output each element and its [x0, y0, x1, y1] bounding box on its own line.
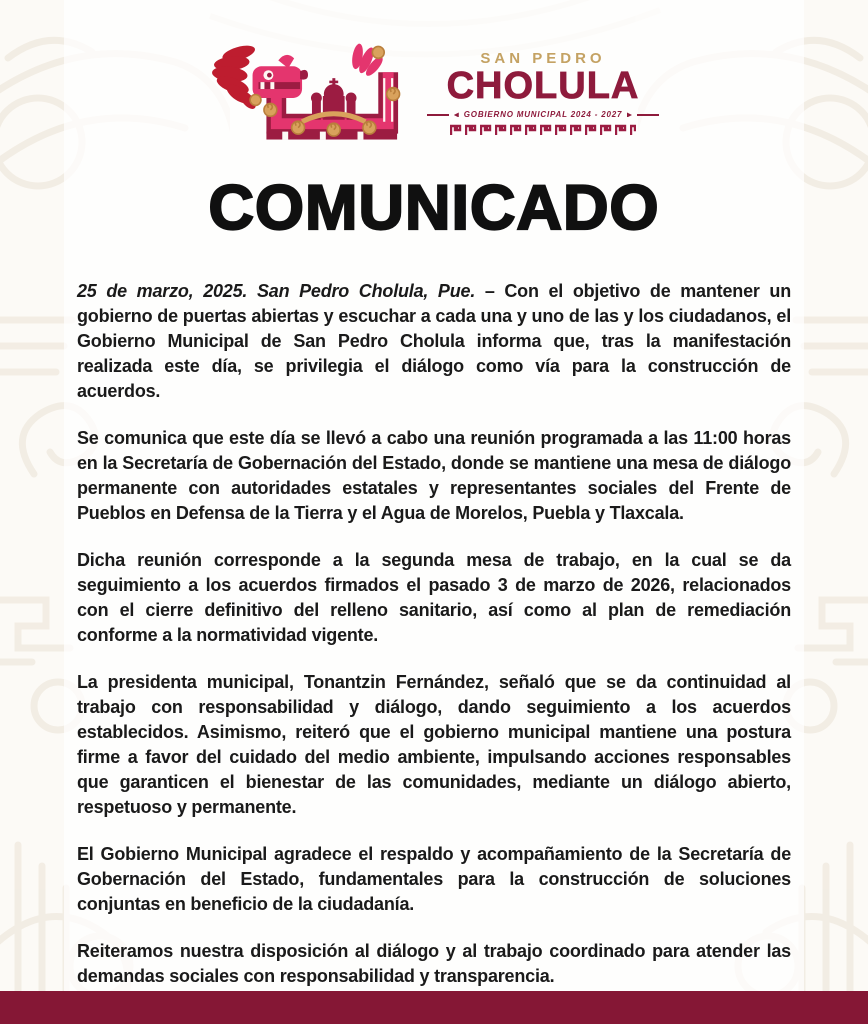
- dateline-text: 25 de marzo, 2025. San Pedro Cholula, Pue.: [77, 281, 476, 302]
- quetzalcoatl-emblem-icon: [209, 38, 407, 148]
- brand-top-text: SAN PEDRO: [480, 49, 606, 67]
- brand-subtitle-row: [427, 110, 659, 119]
- brand-main-text: CHOLULA: [446, 64, 640, 107]
- paragraph: La presidenta municipal, Tonantzin Fernández, señaló que se da continuidad al trabajo con responsabilidad y diálogo, dando seguimiento a los acuerdos establecidos. Asimismo, reiteró que el gobierno municipal mantiene una postura firme a favor del cuidado del medio ambiente, impulsando acciones responsables que garanticen el bienestar de las comunidades, mediante un diálogo abierto, respetuoso y permanente.: [77, 672, 791, 818]
- serpent-head: [252, 55, 307, 98]
- divider-line: [637, 114, 659, 116]
- paragraph: Se comunica que este día se llevó a cabo una reunión programada a las 11:00 horas en la Secretaría de Gobernación del Estado, donde se mantiene una mesa de diálogo permanente con autoridades estatales y representantes sociales del Frente de Pueblos en Defensa de la Tierra y el Agua de Morelos, Puebla y Tlaxcala.: [77, 428, 791, 524]
- divider-arrow-icon: [454, 112, 459, 117]
- church-icon: [302, 78, 365, 122]
- divider-line: [427, 114, 449, 116]
- municipal-logo: [0, 0, 868, 148]
- paragraph-dateline: [77, 279, 791, 404]
- paragraph: Reiteramos nuestra disposición al diálogo y al trabajo coordinado para atender las demandas sociales con responsabilidad y transparencia.: [77, 941, 791, 987]
- footer-maroon-bar: [0, 991, 868, 1024]
- page-title: COMUNICADO: [208, 173, 660, 243]
- paragraph: Dicha reunión corresponde a la segunda mesa de trabajo, en la cual se da seguimiento a los acuerdos firmados el pasado 3 de marzo de 2026, relacionados con el cierre definitivo del relleno sanitario, así como al plan de remediación conforme a la normatividad vigente.: [77, 550, 791, 646]
- paragraph-text: – Con el objetivo de mantener un gobierno de puertas abiertas y escuchar a cada una y uno de las y los ciudadanos, el Gobierno Municipal de San Pedro Cholula informa que, tras la manifestación realizada este día, se privilegia el diálogo como vía para la construcción de acuerdos.: [77, 281, 791, 402]
- brand-subtitle-text: GOBIERNO MUNICIPAL 2024 - 2027: [463, 110, 623, 120]
- greca-fret-band-icon: [450, 124, 636, 136]
- paragraph: El Gobierno Municipal agradece el respaldo y acompañamiento de la Secretaría de Gobernación del Estado, fundamentales para la construcción de soluciones conjuntas en beneficio de la ciudadanía.: [77, 844, 791, 915]
- communique-body: [77, 279, 791, 989]
- divider-arrow-icon: [627, 112, 632, 117]
- wordmark: [427, 50, 659, 137]
